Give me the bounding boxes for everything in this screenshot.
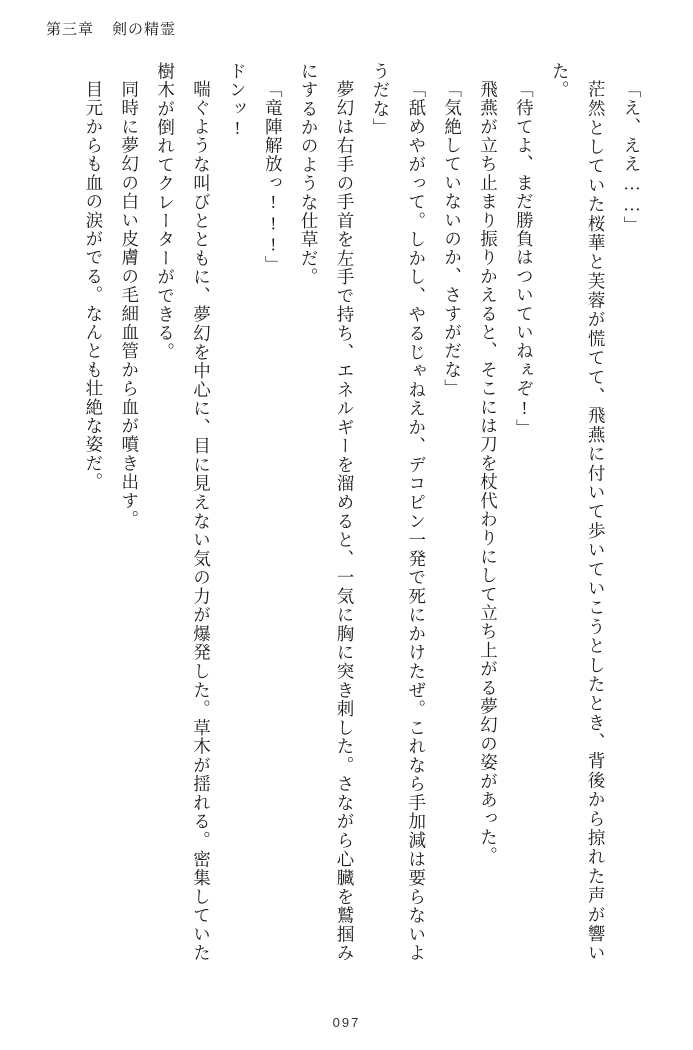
paragraph: 「竜陣解放っ!!!」 [263, 79, 284, 274]
paragraph: 「え、ええ……」 [622, 79, 642, 235]
paragraph: 「舐めやがって。しかし、やるじゃねえか、デコピン一発で死にかけたぜ。これなら手加減は要らないようだな」 [370, 62, 427, 962]
paragraph: 飛燕が立ち止まり振りかえると、そこには刀を杖代わりにして立ち上がる夢幻の姿があった。 [478, 79, 499, 865]
body-text [52, 62, 649, 962]
paragraph: ドンッ! [227, 62, 248, 140]
paragraph: 同時に夢幻の白い皮膚の毛細血管から血が噴き出す。 [119, 79, 140, 529]
chapter-number: 第三章 [46, 22, 95, 38]
paragraph: 目元からも血の涙がでる。なんとも壮絶な姿だ。 [83, 79, 104, 491]
running-head [46, 18, 176, 39]
paragraph: 茫然としていた桜華と芙蓉が慌てて、飛燕に付いて歩いていこうとしたとき、背後から掠れた声が響いた。 [550, 62, 607, 962]
paragraph: 「気絶していないのか、さすがだな」 [442, 79, 463, 398]
paragraph: 「待てよ、まだ勝負はついていねぇぞ!」 [514, 79, 535, 438]
chapter-title: 剣の精霊 [112, 22, 177, 38]
paragraph: 夢幻は右手の手首を左手で持ち、エネルギーを溜めると、一気に胸に突き刺した。さながら心臓を鷲掴みにするかのような仕草だ。 [299, 62, 355, 962]
paragraph: 喘ぐような叫びとともに、夢幻を中心に、目に見えない気の力が爆発した。草木が揺れる。密集していた樹木が倒れてクレーターができる。 [155, 62, 212, 962]
page-number: 097 [332, 1015, 361, 1030]
